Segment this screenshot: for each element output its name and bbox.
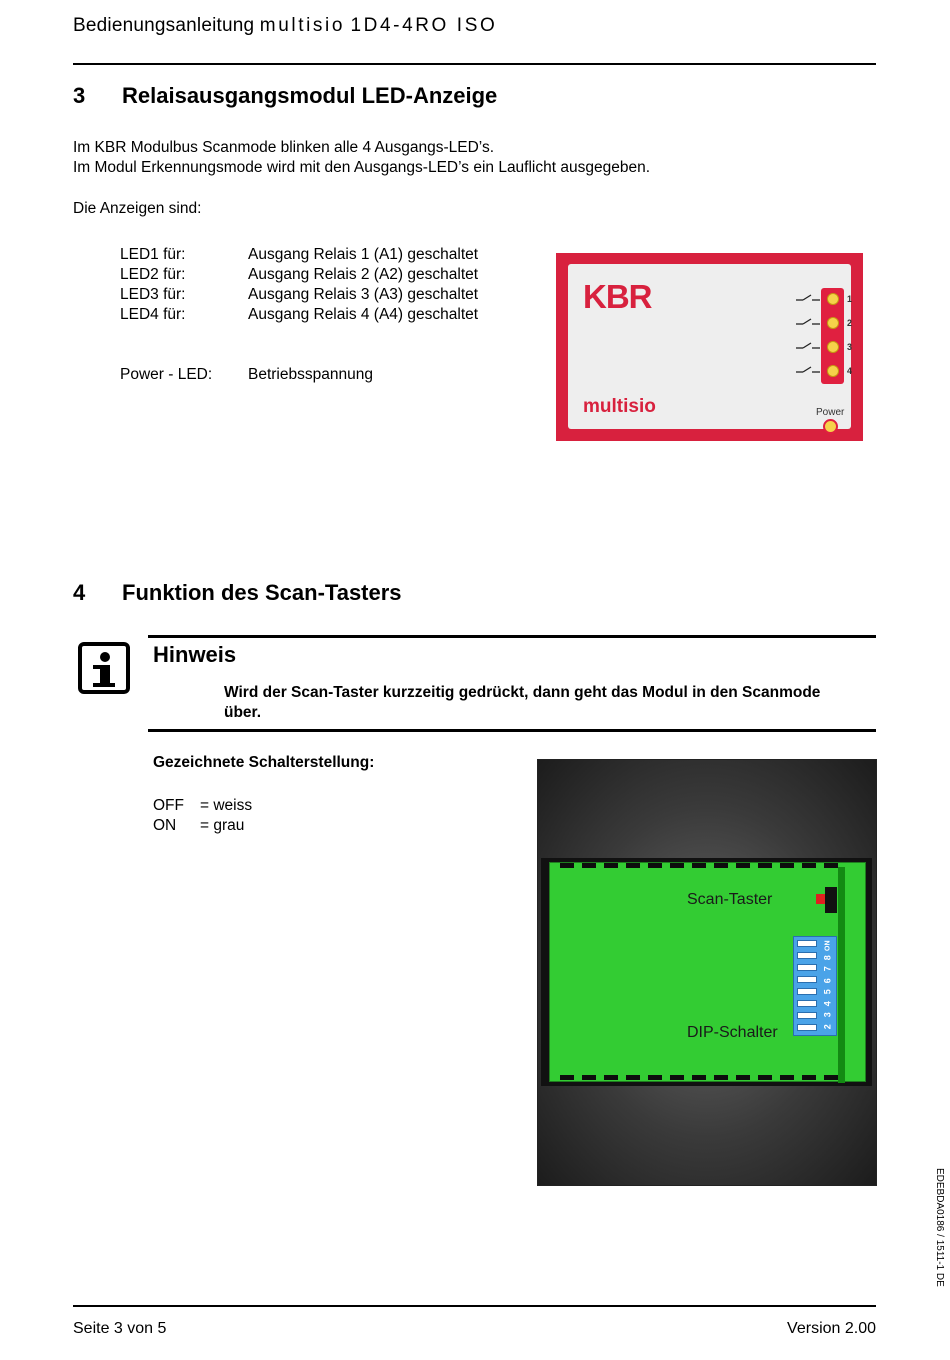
footer-rule <box>73 1305 876 1307</box>
output-led-strip <box>821 288 844 384</box>
footer-page-number: Seite 3 von 5 <box>73 1320 167 1337</box>
dip-switch-numbers <box>822 940 834 1032</box>
side-code-anchor <box>934 1168 946 1287</box>
scan-button <box>825 887 837 913</box>
dip-number-4: 4 <box>822 1000 833 1006</box>
led-4-label: LED4 für: <box>120 306 186 323</box>
scan-button-indicator <box>816 894 825 904</box>
output-led-1 <box>827 293 839 305</box>
state-off-value: = weiss <box>200 797 253 814</box>
relay-switch-icon-1 <box>796 295 820 300</box>
dip-switch-block <box>793 936 837 1036</box>
device-photo <box>537 759 877 1186</box>
dip-number-8: 8 <box>822 954 833 960</box>
section-3-intro: Die Anzeigen sind: <box>73 200 202 217</box>
section-4-number: 4 <box>73 580 86 605</box>
note-top-rule <box>148 635 876 638</box>
led-number-1: 1 <box>847 294 853 304</box>
dip-switch-3 <box>797 1000 817 1007</box>
board-frame <box>541 858 872 1086</box>
multisio-logo: multisio <box>583 396 656 417</box>
power-led-label: Power - LED: <box>120 366 213 383</box>
switch-position-heading: Gezeichnete Schalterstellung: <box>153 754 375 771</box>
dip-schalter-label: DIP-Schalter <box>687 1024 778 1041</box>
note-bottom-rule <box>148 729 876 732</box>
kbr-logo: KBR <box>583 278 652 315</box>
note-text-line-2: über. <box>224 704 262 721</box>
led-3-desc: Ausgang Relais 3 (A3) geschaltet <box>248 286 479 303</box>
dip-switch-1 <box>797 1024 817 1031</box>
dip-switch-6 <box>797 964 817 971</box>
document-code: EDEBDA0186 / 1511-1 DE <box>934 1168 945 1287</box>
info-icon-stem <box>100 665 110 685</box>
document-header-title <box>73 14 497 38</box>
output-led-3 <box>827 341 839 353</box>
info-icon-dot <box>100 652 110 662</box>
power-led-desc: Betriebsspannung <box>248 366 373 383</box>
led-number-2: 2 <box>847 318 853 328</box>
dip-number-2: 2 <box>822 1023 833 1029</box>
pin-row-bottom <box>560 1075 840 1080</box>
board-edge-bar <box>838 867 845 1083</box>
dip-switch-4 <box>797 988 817 995</box>
pin-row-top <box>560 863 840 868</box>
info-icon-base <box>93 683 115 687</box>
header-title-prefix: Bedienungsanleitung <box>73 15 255 36</box>
scan-taster-label: Scan-Taster <box>687 891 773 908</box>
led-panel-illustration <box>556 253 863 441</box>
relay-switch-icon-4 <box>796 367 820 372</box>
section-3-paragraph-2: Im Modul Erkennungsmode wird mit den Ausgangs-LED’s ein Lauflicht ausgegeben. <box>73 159 650 176</box>
state-on-value: = grau <box>200 817 245 834</box>
info-icon <box>78 642 130 694</box>
note-text-line-1: Wird der Scan-Taster kurzzeitig gedrückt, dann geht das Modul in den Scanmode <box>224 684 821 701</box>
section-3-paragraph-1: Im KBR Modulbus Scanmode blinken alle 4 Ausgangs-LED’s. <box>73 139 495 156</box>
output-led-2 <box>827 317 839 329</box>
header-title-product: multisio <box>259 15 345 36</box>
footer-version: Version 2.00 <box>787 1320 876 1337</box>
dip-switch-2 <box>797 1012 817 1019</box>
relay-switch-icon-3 <box>796 343 820 348</box>
led-panel-face <box>568 264 851 429</box>
dip-number-5: 5 <box>822 989 833 995</box>
dip-switch-5 <box>797 976 817 983</box>
panel-power-label: Power <box>816 407 845 418</box>
led-number-3: 3 <box>847 342 853 352</box>
dip-switch-8 <box>797 940 817 947</box>
output-led-4 <box>827 365 839 377</box>
dip-on-label: ON <box>824 940 832 951</box>
note-heading: Hinweis <box>153 642 237 667</box>
relay-switch-icon-2 <box>796 319 820 324</box>
led-4-desc: Ausgang Relais 4 (A4) geschaltet <box>248 306 479 323</box>
header-title-model: 1D4-4RO ISO <box>350 15 498 36</box>
led-2-label: LED2 für: <box>120 266 186 283</box>
led-2-desc: Ausgang Relais 2 (A2) geschaltet <box>248 266 479 283</box>
dip-number-7: 7 <box>822 966 833 972</box>
led-1-desc: Ausgang Relais 1 (A1) geschaltet <box>248 246 479 263</box>
led-3-label: LED3 für: <box>120 286 186 303</box>
section-3-number: 3 <box>73 83 86 108</box>
section-4-title: Funktion des Scan-Tasters <box>122 580 402 605</box>
circuit-board <box>549 862 866 1082</box>
dip-number-6: 6 <box>822 977 833 983</box>
state-on-name: ON <box>153 817 177 834</box>
dip-switch-7 <box>797 952 817 959</box>
relay-switch-icons <box>794 290 824 380</box>
led-number-4: 4 <box>847 366 853 376</box>
state-off-name: OFF <box>153 797 184 814</box>
led-1-label: LED1 für: <box>120 246 186 263</box>
panel-power-led <box>823 419 838 434</box>
header-rule <box>73 63 876 65</box>
dip-number-3: 3 <box>822 1012 833 1018</box>
section-3-title: Relaisausgangsmodul LED-Anzeige <box>122 83 498 108</box>
